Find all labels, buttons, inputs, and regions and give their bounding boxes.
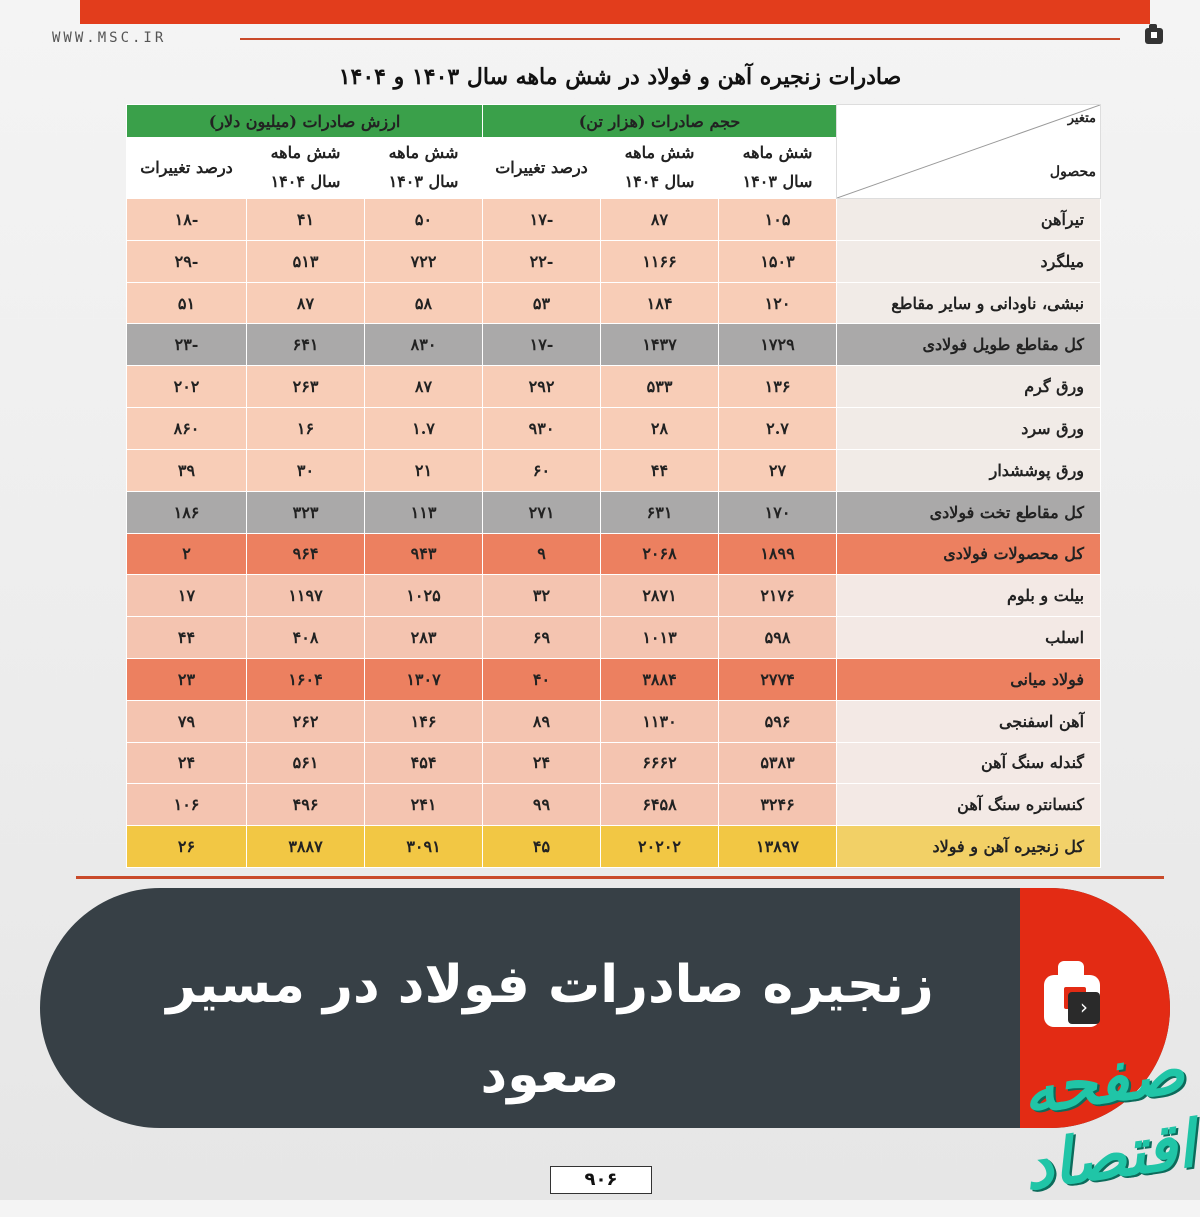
value-cell: ۳۸۸۷ [247,826,365,868]
top-accent-bar [80,0,1150,24]
product-cell: اسلب [837,617,1101,659]
value-cell: ۸۹ [483,700,601,742]
value-cell: ۶۶۶۲ [601,742,719,784]
product-cell: نبشی، ناودانی و سایر مقاطع [837,282,1101,324]
col-header: درصد تغییرات [127,138,247,199]
value-cell: ۸۶۰ [127,408,247,450]
value-cell: ۲۶۳ [247,366,365,408]
value-cell: ۲۸۳ [365,617,483,659]
table-row [127,240,1101,282]
value-cell: ۶۰ [483,449,601,491]
value-cell: ۱۲۰ [719,282,837,324]
table-row [127,742,1101,784]
value-cell: ۵۸ [365,282,483,324]
group-header-volume: حجم صادرات (هزار تن) [483,105,837,138]
banner-headline: زنجیره صادرات فولاد در مسیر صعود [166,955,934,1105]
value-cell: ۵۹۶ [719,700,837,742]
value-cell: ۱۰۱۳ [601,617,719,659]
value-cell: ۲۰۶۸ [601,533,719,575]
value-cell: ۴۰ [483,658,601,700]
value-cell: ۲۴ [483,742,601,784]
corner-diagonal [837,105,1100,198]
product-cell: ورق پوششدار [837,449,1101,491]
value-cell: -۲۲ [483,240,601,282]
value-cell: ۲۰۲ [127,366,247,408]
value-cell: ۱۰۲۵ [365,575,483,617]
value-cell: ۱۱۳ [365,491,483,533]
table-row [127,575,1101,617]
value-cell: ۲۱ [365,449,483,491]
value-cell: ۲۳ [127,658,247,700]
col-header: شش ماهه سال ۱۴۰۴ [247,138,365,199]
value-cell: ۱۱۶۶ [601,240,719,282]
value-cell: ۲۴ [127,742,247,784]
product-cell: ورق سرد [837,408,1101,450]
table-row [127,408,1101,450]
value-cell: ۴۹۶ [247,784,365,826]
next-arrow-button[interactable]: › [1068,992,1100,1024]
value-cell: ۲.۷ [719,408,837,450]
value-cell: ۵۳ [483,282,601,324]
value-cell: ۴۰۸ [247,617,365,659]
value-cell: ۲۷۱ [483,491,601,533]
value-cell: ۳۹ [127,449,247,491]
value-cell: ۶۹ [483,617,601,659]
value-cell: -۱۷ [483,199,601,241]
value-cell: ۶۳۱ [601,491,719,533]
product-cell: آهن اسفنجی [837,700,1101,742]
value-cell: ۲۶۲ [247,700,365,742]
exports-table [126,104,1101,868]
table-row [127,533,1101,575]
top-divider [240,38,1120,40]
value-cell: ۱۷ [127,575,247,617]
value-cell: ۲۹۲ [483,366,601,408]
value-cell: ۱۷۰ [719,491,837,533]
value-cell: ۴۱ [247,199,365,241]
table-row [127,700,1101,742]
product-cell: کل مقاطع تخت فولادی [837,491,1101,533]
table-corner-header [837,105,1101,199]
value-cell: ۱۰۶ [127,784,247,826]
value-cell: ۲۶ [127,826,247,868]
value-cell: -۲۳ [127,324,247,366]
value-cell: ۶۴۵۸ [601,784,719,826]
value-cell: ۵۰ [365,199,483,241]
value-cell: ۲۷۷۴ [719,658,837,700]
corner-label-variable: متغیر [1067,111,1097,126]
table-body [127,199,1101,868]
value-cell: ۱۱۳۰ [601,700,719,742]
value-cell: ۱۷۲۹ [719,324,837,366]
table-row [127,282,1101,324]
value-cell: ۱۳۸۹۷ [719,826,837,868]
value-cell: ۹ [483,533,601,575]
product-cell: کل مقاطع طویل فولادی [837,324,1101,366]
value-cell: ۹۶۴ [247,533,365,575]
value-cell: ۳۲۳ [247,491,365,533]
value-cell: ۸۷ [365,366,483,408]
value-cell: ۵۱ [127,282,247,324]
product-cell: بیلت و بلوم [837,575,1101,617]
value-cell: ۱۳۶ [719,366,837,408]
value-cell: ۴۵۴ [365,742,483,784]
value-cell: ۸۷ [601,199,719,241]
chart-title: صادرات زنجیره آهن و فولاد در شش ماهه سال ۱۴۰۳ و ۱۴۰۴ [338,64,902,90]
table-row [127,491,1101,533]
footer-logo: ۹۰۶ [550,1166,652,1194]
value-cell: ۶۴۱ [247,324,365,366]
product-cell: تیرآهن [837,199,1101,241]
value-cell: ۳۸۸۴ [601,658,719,700]
value-cell: ۲۴۱ [365,784,483,826]
value-cell: ۱۶۰۴ [247,658,365,700]
value-cell: ۸۳۰ [365,324,483,366]
value-cell: ۱۳۰۷ [365,658,483,700]
value-cell: ۱۵۰۳ [719,240,837,282]
value-cell: ۵۶۱ [247,742,365,784]
value-cell: ۵۳۳ [601,366,719,408]
value-cell: -۲۹ [127,240,247,282]
table-row [127,324,1101,366]
value-cell: ۵۱۳ [247,240,365,282]
value-cell: ۱۸۶ [127,491,247,533]
value-cell: ۹۳۰ [483,408,601,450]
value-cell: ۳۰ [247,449,365,491]
col-header: شش ماهه سال ۱۴۰۳ [719,138,837,199]
value-cell: ۵۳۸۳ [719,742,837,784]
value-cell: ۴۴ [127,617,247,659]
value-cell: ۴۵ [483,826,601,868]
value-cell: ۷۹ [127,700,247,742]
value-cell: ۹۹ [483,784,601,826]
value-cell: ۱۱۹۷ [247,575,365,617]
product-cell: کنسانتره سنگ آهن [837,784,1101,826]
table-row [127,658,1101,700]
value-cell: ۳۰۹۱ [365,826,483,868]
value-cell: ۲۷ [719,449,837,491]
brand-watermark: صفحه اقتصاد [1017,1032,1200,1206]
corner-label-product: محصول [1049,164,1097,180]
product-cell: ورق گرم [837,366,1101,408]
value-cell: ۱۶ [247,408,365,450]
value-cell: ۸۷ [247,282,365,324]
table-row [127,366,1101,408]
product-cell: فولاد میانی [837,658,1101,700]
value-cell: ۵۹۸ [719,617,837,659]
value-cell: ۲۱۷۶ [719,575,837,617]
value-cell: ۱۰۵ [719,199,837,241]
product-cell: گندله سنگ آهن [837,742,1101,784]
value-cell: ۷۲۲ [365,240,483,282]
value-cell: ۱۴۶ [365,700,483,742]
value-cell: ۴۴ [601,449,719,491]
value-cell: ۳۲۴۶ [719,784,837,826]
table-row [127,784,1101,826]
col-header: شش ماهه سال ۱۴۰۳ [365,138,483,199]
site-url: WWW.MSC.IR [52,30,167,46]
value-cell: -۱۸ [127,199,247,241]
value-cell: ۹۴۳ [365,533,483,575]
table-row [127,826,1101,868]
col-header: شش ماهه سال ۱۴۰۴ [601,138,719,199]
value-cell: ۲ [127,533,247,575]
table-row [127,617,1101,659]
value-cell: ۱۸۴ [601,282,719,324]
value-cell: ۱.۷ [365,408,483,450]
value-cell: ۱۴۳۷ [601,324,719,366]
table-row [127,199,1101,241]
value-cell: ۲۰۲۰۲ [601,826,719,868]
col-header: درصد تغییرات [483,138,601,199]
product-cell: کل محصولات فولادی [837,533,1101,575]
table-row [127,449,1101,491]
value-cell: ۲۸۷۱ [601,575,719,617]
value-cell: -۱۷ [483,324,601,366]
product-cell: کل زنجیره آهن و فولاد [837,826,1101,868]
value-cell: ۳۲ [483,575,601,617]
value-cell: ۱۸۹۹ [719,533,837,575]
value-cell: ۲۸ [601,408,719,450]
bottom-divider [76,876,1164,879]
site-logo-icon [1143,22,1165,48]
group-header-value: ارزش صادرات (میلیون دلار) [127,105,483,138]
product-cell: میلگرد [837,240,1101,282]
